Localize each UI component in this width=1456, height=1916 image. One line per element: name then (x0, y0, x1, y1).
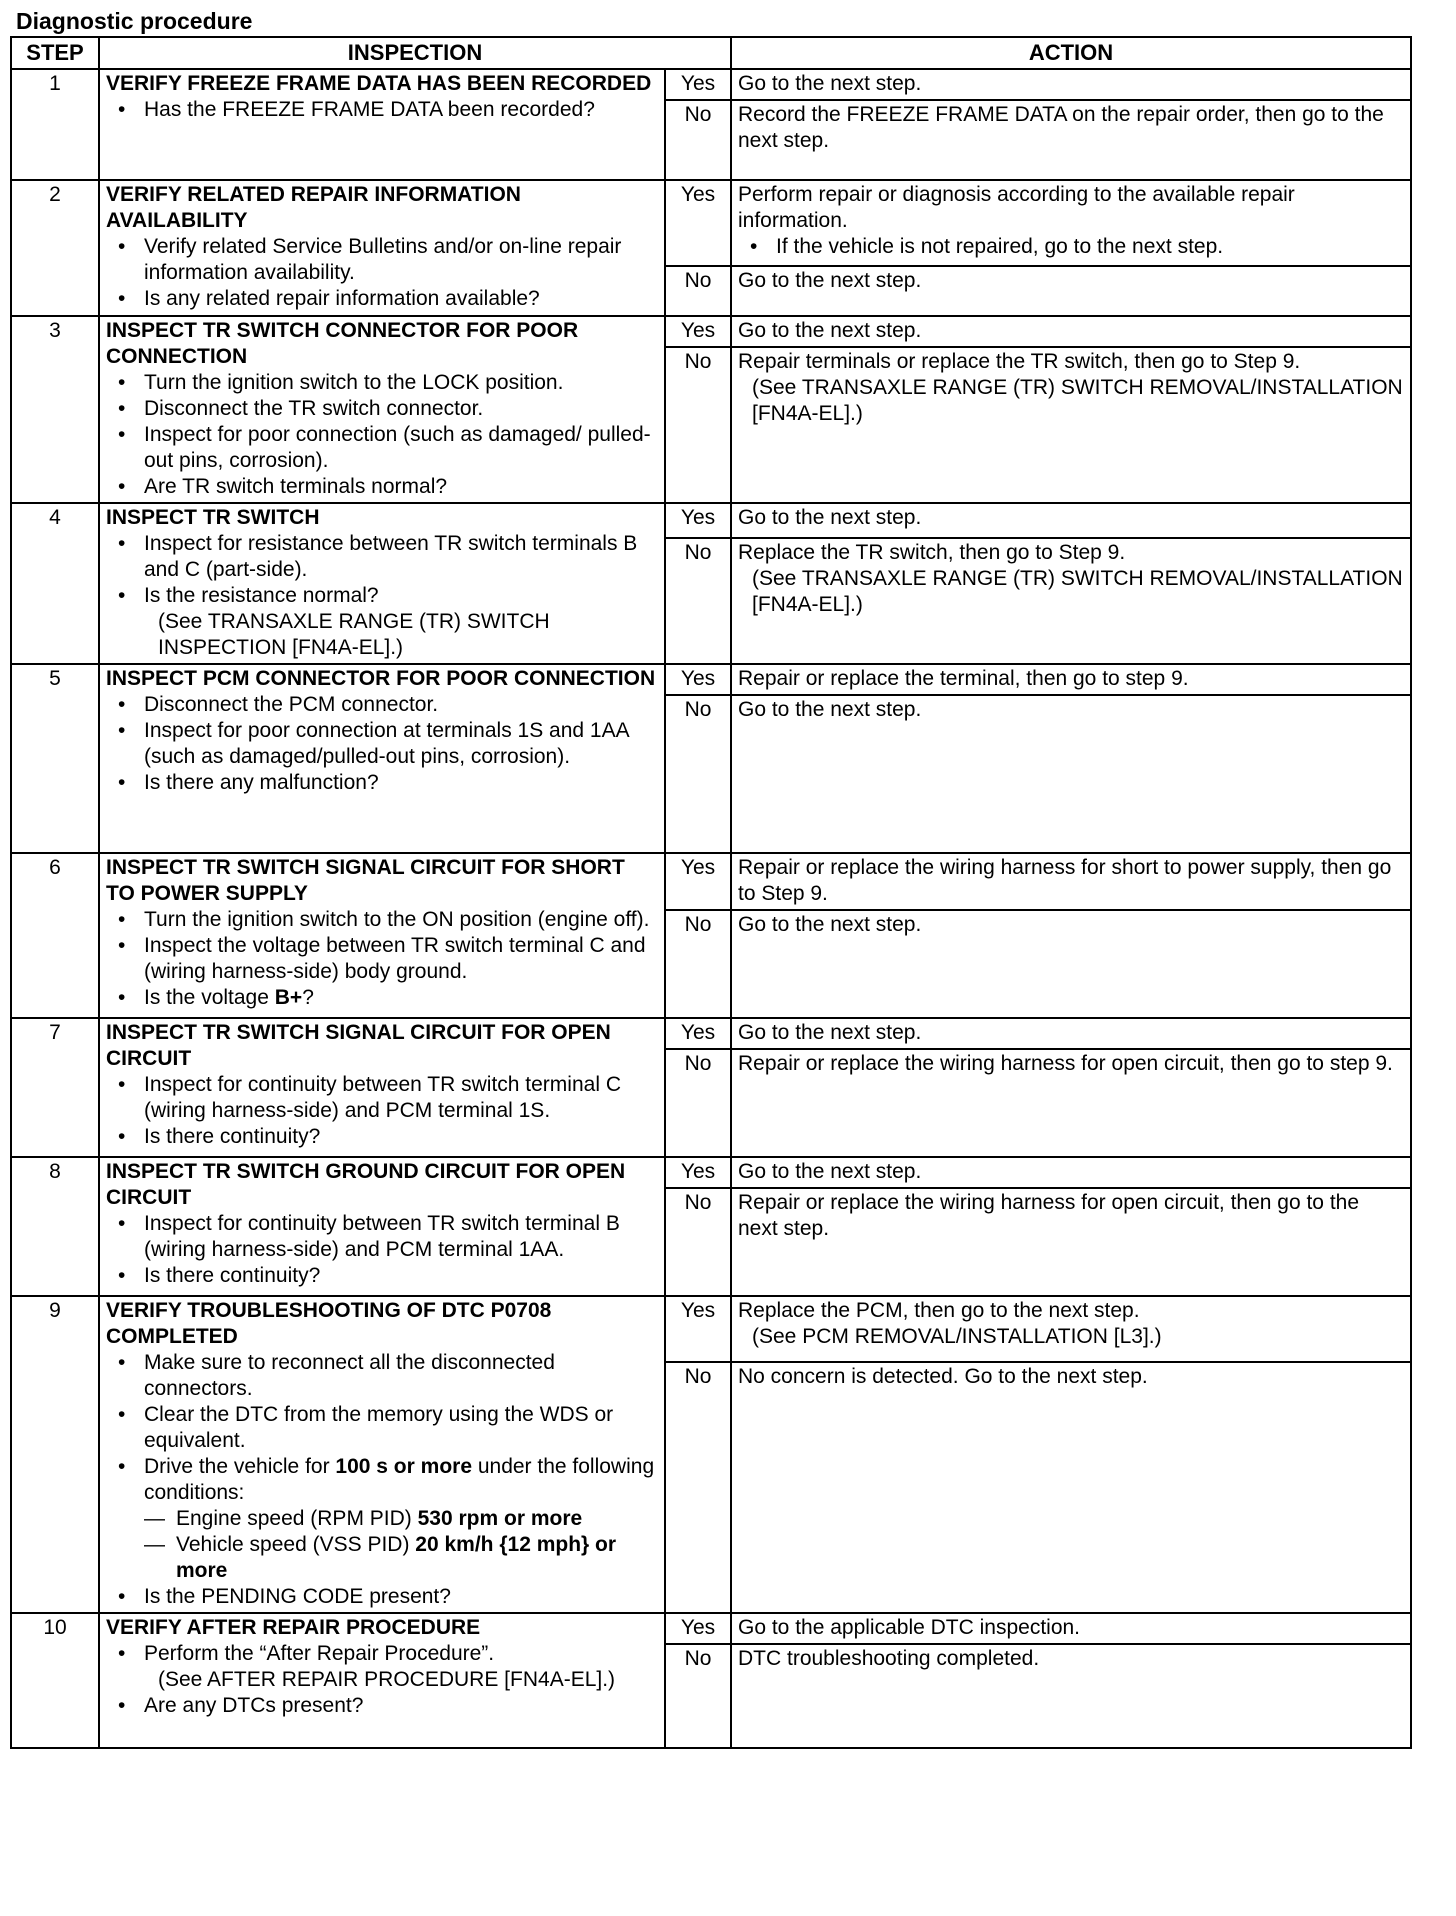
inspection-bullet: • Inspect the voltage between TR switch terminal C and (wiring harness-side) body ground. (106, 933, 658, 985)
inspection-bullet (106, 1641, 658, 1693)
inspection-cell (99, 180, 665, 316)
yes-action: Repair or replace the terminal, then go to step 9. (731, 664, 1411, 695)
inspection-bullet: • Is there continuity? (106, 1124, 658, 1150)
inspection-bullet: • Inspect for continuity between TR switch terminal C (wiring harness-side) and PCM terminal 1S. (106, 1072, 658, 1124)
inspection-bullet: • Make sure to reconnect all the disconnected connectors. (106, 1350, 658, 1402)
inspection-bullet-suffix: ? (302, 986, 314, 1009)
yes-label: Yes (665, 664, 731, 695)
table-row (11, 503, 1411, 538)
no-action: Record the FREEZE FRAME DATA on the repair order, then go to the next step. (731, 100, 1411, 180)
inspection-bullet (106, 985, 658, 1011)
condition-label: Vehicle speed (VSS PID) (176, 1533, 416, 1556)
inspection-bullet: • Are any DTCs present? (106, 1693, 658, 1719)
step-number: 9 (11, 1296, 99, 1613)
inspection-reference: (See TRANSAXLE RANGE (TR) SWITCH INSPECTION [FN4A-EL].) (158, 610, 550, 659)
inspection-bullet: • Inspect for poor connection at terminals 1S and 1AA (such as damaged/pulled-out pins, corrosion). (106, 718, 658, 770)
step-number: 6 (11, 853, 99, 1018)
table-row (11, 1018, 1411, 1049)
inspection-cell (99, 1296, 665, 1613)
inspection-cell (99, 316, 665, 503)
inspection-cell (99, 853, 665, 1018)
inspection-title: VERIFY AFTER REPAIR PROCEDURE (106, 1616, 481, 1639)
no-label: No (665, 1644, 731, 1748)
no-label: No (665, 695, 731, 853)
no-action: No concern is detected. Go to the next step. (731, 1362, 1411, 1613)
inspection-title: INSPECT TR SWITCH CONNECTOR FOR POOR CONNECTION (106, 319, 579, 368)
inspection-title: VERIFY RELATED REPAIR INFORMATION AVAILABILITY (106, 183, 521, 232)
yes-action: Go to the applicable DTC inspection. (731, 1613, 1411, 1644)
step-number: 2 (11, 180, 99, 316)
yes-action-cell (731, 180, 1411, 266)
inspection-bullet: • Disconnect the PCM connector. (106, 692, 658, 718)
column-header-action: ACTION (731, 37, 1411, 69)
no-action-cell (731, 538, 1411, 664)
condition-value: 530 rpm or more (417, 1507, 583, 1530)
inspection-title: VERIFY FREEZE FRAME DATA HAS BEEN RECORDED (106, 72, 652, 95)
inspection-bullet: • Disconnect the TR switch connector. (106, 396, 658, 422)
yes-action: Go to the next step. (731, 69, 1411, 100)
yes-label: Yes (665, 503, 731, 538)
inspection-bullet: • Is there any malfunction? (106, 770, 658, 796)
inspection-reference: (See AFTER REPAIR PROCEDURE [FN4A-EL].) (158, 1668, 616, 1691)
inspection-bullet: • Is any related repair information available? (106, 286, 658, 312)
header-row (11, 37, 1411, 69)
no-action: Repair or replace the wiring harness for open circuit, then go to the next step. (731, 1188, 1411, 1296)
inspection-bullet-text: Drive the vehicle for (144, 1455, 336, 1478)
table-row (11, 180, 1411, 266)
yes-label: Yes (665, 1613, 731, 1644)
condition-label: Engine speed (RPM PID) (176, 1507, 418, 1530)
page-heading: Diagnostic procedure (16, 8, 253, 34)
inspection-bullet: • Inspect for poor connection (such as damaged/ pulled-out pins, corrosion). (106, 422, 658, 474)
yes-action: Perform repair or diagnosis according to the available repair information. (738, 183, 1295, 232)
no-action: Repair terminals or replace the TR switch, then go to Step 9. (738, 350, 1301, 374)
table-row (11, 664, 1411, 695)
step-number: 8 (11, 1157, 99, 1296)
no-label: No (665, 347, 731, 503)
yes-action: Go to the next step. (731, 1018, 1411, 1049)
table-row (11, 853, 1411, 910)
table-row (11, 1296, 1411, 1362)
inspection-title: INSPECT PCM CONNECTOR FOR POOR CONNECTION (106, 667, 656, 690)
yes-label: Yes (665, 316, 731, 347)
no-action: Repair or replace the wiring harness for open circuit, then go to step 9. (731, 1049, 1411, 1157)
table-row (11, 1157, 1411, 1188)
inspection-cell (99, 664, 665, 853)
condition-value: 20 km/h {12 mph} or more (176, 1533, 617, 1582)
yes-action-bullet: • If the vehicle is not repaired, go to the next step. (738, 234, 1404, 260)
inspection-bullet-text: Perform the “After Repair Procedure”. (144, 1642, 495, 1665)
table-row (11, 69, 1411, 100)
inspection-bullet: • Turn the ignition switch to the LOCK position. (106, 370, 658, 396)
no-label: No (665, 1188, 731, 1296)
inspection-bullet (106, 583, 658, 661)
inspection-cell (99, 1613, 665, 1748)
yes-label: Yes (665, 1296, 731, 1362)
inspection-bullet (106, 1454, 658, 1584)
yes-action: Replace the PCM, then go to the next step. (738, 1299, 1140, 1322)
no-action: Replace the TR switch, then go to Step 9. (738, 540, 1126, 564)
no-action: DTC troubleshooting completed. (731, 1644, 1411, 1748)
inspection-bullet: • Is there continuity? (106, 1263, 658, 1289)
inspection-bullet: • Verify related Service Bulletins and/or on-line repair information availability. (106, 234, 658, 286)
document-page (10, 8, 1410, 1749)
yes-label: Yes (665, 853, 731, 910)
yes-action: Go to the next step. (731, 316, 1411, 347)
no-label: No (665, 910, 731, 1018)
no-action-cell (731, 347, 1411, 503)
table-row (11, 1613, 1411, 1644)
condition-item (144, 1506, 658, 1532)
yes-action: Repair or replace the wiring harness for short to power supply, then go to Step 9. (731, 853, 1411, 910)
inspection-bullet: • Inspect for continuity between TR switch terminal B (wiring harness-side) and PCM terminal 1AA. (106, 1211, 658, 1263)
yes-label: Yes (665, 180, 731, 266)
no-action-reference: (See TRANSAXLE RANGE (TR) SWITCH REMOVAL/INSTALLATION [FN4A-EL].) (752, 566, 1403, 616)
yes-action-cell (731, 1296, 1411, 1362)
no-label: No (665, 100, 731, 180)
no-label: No (665, 1362, 731, 1613)
step-number: 7 (11, 1018, 99, 1157)
yes-action: Go to the next step. (731, 1157, 1411, 1188)
no-action-reference: (See TRANSAXLE RANGE (TR) SWITCH REMOVAL/INSTALLATION [FN4A-EL].) (752, 376, 1403, 426)
step-number: 5 (11, 664, 99, 853)
yes-action: Go to the next step. (731, 503, 1411, 538)
condition-item (144, 1532, 658, 1584)
inspection-title: INSPECT TR SWITCH GROUND CIRCUIT FOR OPEN CIRCUIT (106, 1160, 626, 1209)
inspection-bullet: • Clear the DTC from the memory using the WDS or equivalent. (106, 1402, 658, 1454)
inspection-bullet: • Inspect for resistance between TR switch terminals B and C (part-side). (106, 531, 658, 583)
inspection-cell (99, 69, 665, 180)
inspection-bullet-text: Is the resistance normal? (144, 584, 379, 607)
no-label: No (665, 266, 731, 316)
no-action: Go to the next step. (731, 695, 1411, 853)
column-header-step: STEP (11, 37, 99, 69)
yes-label: Yes (665, 1157, 731, 1188)
inspection-bullet-suffix: under the following conditions: (144, 1455, 655, 1504)
diagnostic-procedure-table (10, 36, 1412, 1749)
inspection-bullet: • Has the FREEZE FRAME DATA been recorded? (106, 97, 658, 123)
yes-label: Yes (665, 69, 731, 100)
no-label: No (665, 538, 731, 664)
inspection-cell (99, 1157, 665, 1296)
step-number: 3 (11, 316, 99, 503)
no-action: Go to the next step. (731, 910, 1411, 1018)
step-number: 10 (11, 1613, 99, 1748)
step-number: 1 (11, 69, 99, 180)
inspection-bullet: • Turn the ignition switch to the ON position (engine off). (106, 907, 658, 933)
step-number: 4 (11, 503, 99, 664)
table-row (11, 316, 1411, 347)
yes-action-reference: (See PCM REMOVAL/INSTALLATION [L3].) (752, 1325, 1162, 1348)
inspection-cell (99, 503, 665, 664)
inspection-title: INSPECT TR SWITCH SIGNAL CIRCUIT FOR OPEN CIRCUIT (106, 1021, 611, 1070)
drive-duration: 100 s or more (335, 1455, 472, 1478)
inspection-cell (99, 1018, 665, 1157)
inspection-bullet-text: Is the voltage (144, 986, 275, 1009)
voltage-value: B+ (274, 986, 303, 1009)
inspection-bullet: • Are TR switch terminals normal? (106, 474, 658, 500)
yes-label: Yes (665, 1018, 731, 1049)
column-header-inspection: INSPECTION (99, 37, 731, 69)
inspection-bullet: • Is the PENDING CODE present? (106, 1584, 658, 1610)
inspection-title: VERIFY TROUBLESHOOTING OF DTC P0708 COMPLETED (106, 1299, 552, 1348)
inspection-title: INSPECT TR SWITCH (106, 506, 320, 529)
no-action: Go to the next step. (731, 266, 1411, 316)
inspection-title: INSPECT TR SWITCH SIGNAL CIRCUIT FOR SHORT TO POWER SUPPLY (106, 856, 625, 905)
condition-list (144, 1506, 658, 1584)
no-label: No (665, 1049, 731, 1157)
